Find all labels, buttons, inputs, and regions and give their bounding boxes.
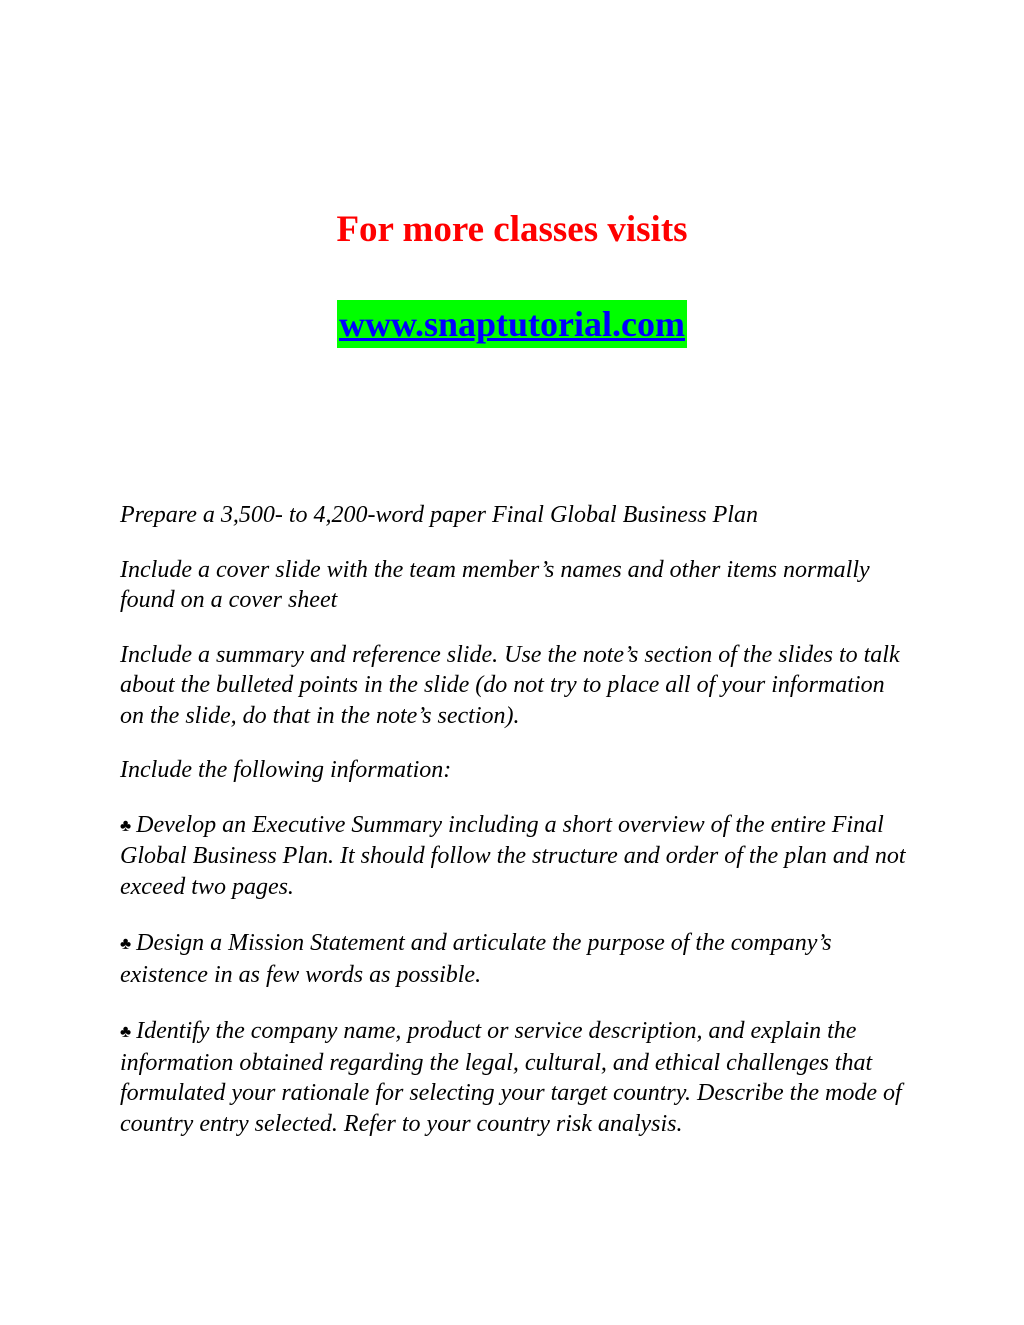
assignment-body (120, 500, 910, 1165)
club-bullet-icon: ♣ (120, 1022, 132, 1041)
bullet-text: Design a Mission Statement and articulate the purpose of the company’s existence in as few words as possible. (120, 930, 832, 988)
intro-paragraph: Prepare a 3,500- to 4,200-word paper Final Global Business Plan (120, 502, 758, 528)
club-bullet-icon: ♣ (120, 934, 132, 953)
promo-link-container (0, 300, 1024, 348)
club-bullet-icon: ♣ (120, 815, 132, 835)
promo-heading: For more classes visits (336, 209, 688, 250)
cover-slide-paragraph: Include a cover slide with the team member’s names and other items normally found on a cover sheet (120, 556, 870, 613)
summary-slide-paragraph: Include a summary and reference slide. Use the note’s section of the slides to talk about the bulleted points in the slide (do not try to place all of your information on the slide, do that in the note’s section). (120, 641, 900, 729)
bullet-item (120, 810, 910, 903)
bullet-text: Identify the company name, product or service description, and explain the information obtained regarding the legal, cultural, and ethical challenges that formulated your rationale for selecting your target country. Describe the mode of country entry selected. Refer to your country risk analysis. (120, 1018, 902, 1137)
bullet-item (120, 928, 910, 990)
bullet-item (120, 1016, 910, 1139)
bullet-text: Develop an Executive Summary including a short overview of the entire Final Global Business Plan. It should follow the structure and order of the plan and not exceed two pages. (120, 811, 906, 900)
include-info-paragraph: Include the following information: (120, 757, 452, 783)
website-link[interactable]: www.snaptutorial.com (337, 300, 687, 348)
